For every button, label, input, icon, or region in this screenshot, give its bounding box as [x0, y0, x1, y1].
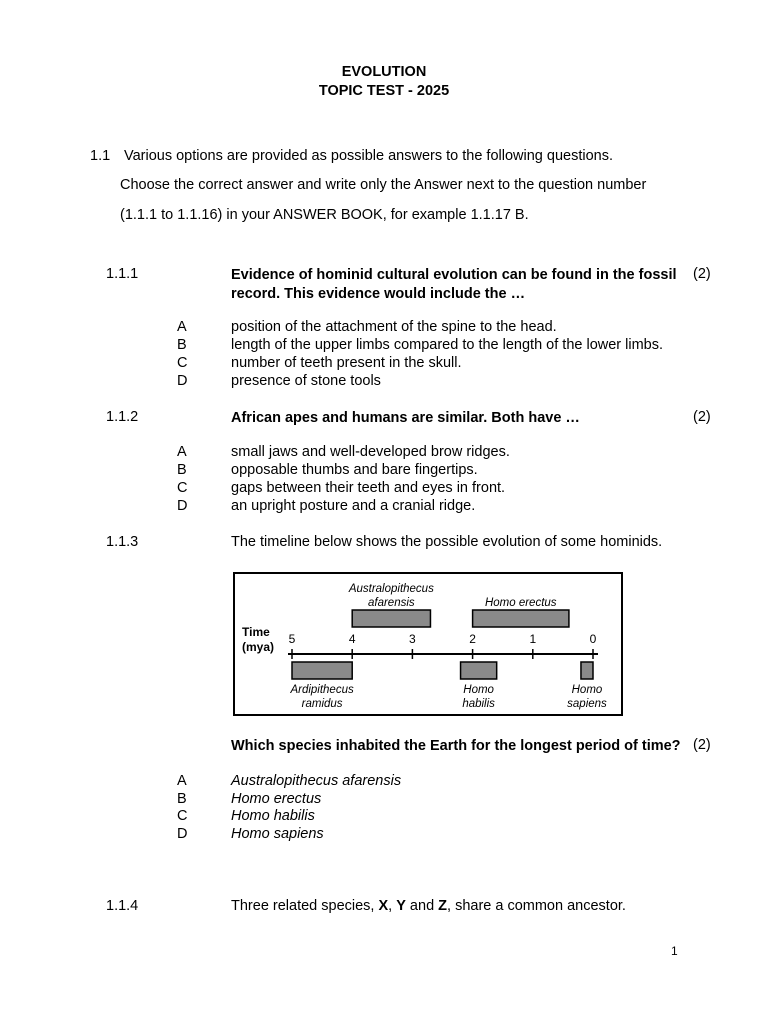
option-letter: A — [177, 319, 187, 335]
text-part: Three related species, — [231, 898, 379, 914]
species-label: habilis — [462, 698, 495, 710]
option-letter: C — [177, 480, 188, 496]
document-subtitle: TOPIC TEST - 2025 — [318, 83, 450, 99]
option-letter: B — [177, 337, 187, 353]
option-letter: A — [177, 773, 187, 789]
question-text: Evidence of hominid cultural evolution can be found in the fossil record. This evidence would include the … — [231, 267, 677, 302]
question-marks: (2) — [693, 409, 711, 425]
option-text: opposable thumbs and bare fingertips. — [231, 462, 478, 478]
text-part: , — [388, 898, 397, 914]
section-intro-line1: Various options are provided as possible answers to the following questions. — [124, 148, 613, 164]
species-label: Homo — [571, 684, 603, 696]
species-bar — [473, 610, 569, 627]
option-letter: A — [177, 444, 187, 460]
species-label: sapiens — [567, 698, 607, 710]
tick-label: 1 — [529, 632, 537, 646]
species-bar — [352, 610, 430, 627]
species-label: Ardipithecus — [290, 684, 354, 696]
species-x: X — [378, 898, 389, 914]
option-letter: D — [177, 373, 188, 389]
question-text — [231, 898, 626, 914]
option-letter: B — [177, 462, 187, 478]
section-intro-line3: (1.1.1 to 1.1.16) in your ANSWER BOOK, for example 1.1.17 B. — [120, 207, 529, 223]
option-letter: D — [177, 826, 188, 842]
option-text: an upright posture and a cranial ridge. — [231, 498, 476, 514]
tick-label: 0 — [589, 632, 597, 646]
species-label: Homo — [463, 684, 494, 696]
question-number: 1.1.4 — [106, 898, 139, 914]
species-bar — [292, 662, 352, 679]
option-letter: C — [177, 355, 188, 371]
option-text: number of teeth present in the skull. — [231, 355, 462, 371]
page-number: 1 — [671, 944, 678, 958]
option-text: small jaws and well-developed brow ridges. — [231, 444, 510, 460]
tick-label: 4 — [348, 632, 356, 646]
question-intro: The timeline below shows the possible evolution of some hominids. — [231, 534, 663, 550]
option-text: Australopithecus afarensis — [231, 773, 402, 789]
text-part: , share a common ancestor. — [447, 898, 626, 914]
text-part: and — [405, 898, 439, 914]
option-letter: C — [177, 808, 188, 824]
question-marks: (2) — [693, 737, 711, 753]
species-z: Z — [438, 898, 448, 914]
option-text: Homo erectus — [231, 791, 322, 807]
species-label: Homo erectus — [484, 597, 557, 609]
question-number: 1.1.3 — [106, 534, 139, 550]
document-title: EVOLUTION — [341, 64, 427, 80]
option-text: Homo habilis — [231, 808, 315, 824]
section-intro-line2: Choose the correct answer and write only the Answer next to the question number — [120, 177, 647, 193]
question-marks: (2) — [693, 266, 711, 282]
option-letter: B — [177, 791, 187, 807]
option-text: position of the attachment of the spine to the head. — [231, 319, 557, 335]
option-text: length of the upper limbs compared to the length of the lower limbs. — [231, 337, 664, 353]
species-bar — [461, 662, 497, 679]
option-text: Homo sapiens — [231, 826, 324, 842]
tick-label: 5 — [288, 632, 296, 646]
question-text: Which species inhabited the Earth for the longest period of time? — [231, 738, 681, 754]
axis-label-time: Time — [242, 625, 270, 639]
axis-label-mya: (mya) — [242, 640, 275, 654]
question-number: 1.1.2 — [106, 409, 139, 425]
tick-label: 3 — [409, 632, 416, 646]
species-bar — [581, 662, 593, 679]
hominid-timeline-figure — [233, 572, 623, 716]
section-number: 1.1 — [90, 148, 111, 164]
species-y: Y — [396, 898, 406, 914]
species-label: afarensis — [367, 597, 415, 609]
question-number: 1.1.1 — [106, 266, 139, 282]
option-text: gaps between their teeth and eyes in front. — [231, 480, 506, 496]
species-label: Australopithecus — [348, 583, 434, 595]
question-text: African apes and humans are similar. Both have … — [231, 410, 580, 426]
option-letter: D — [177, 498, 188, 514]
tick-label: 2 — [469, 632, 476, 646]
species-label: ramidus — [301, 698, 343, 710]
option-text: presence of stone tools — [231, 373, 381, 389]
